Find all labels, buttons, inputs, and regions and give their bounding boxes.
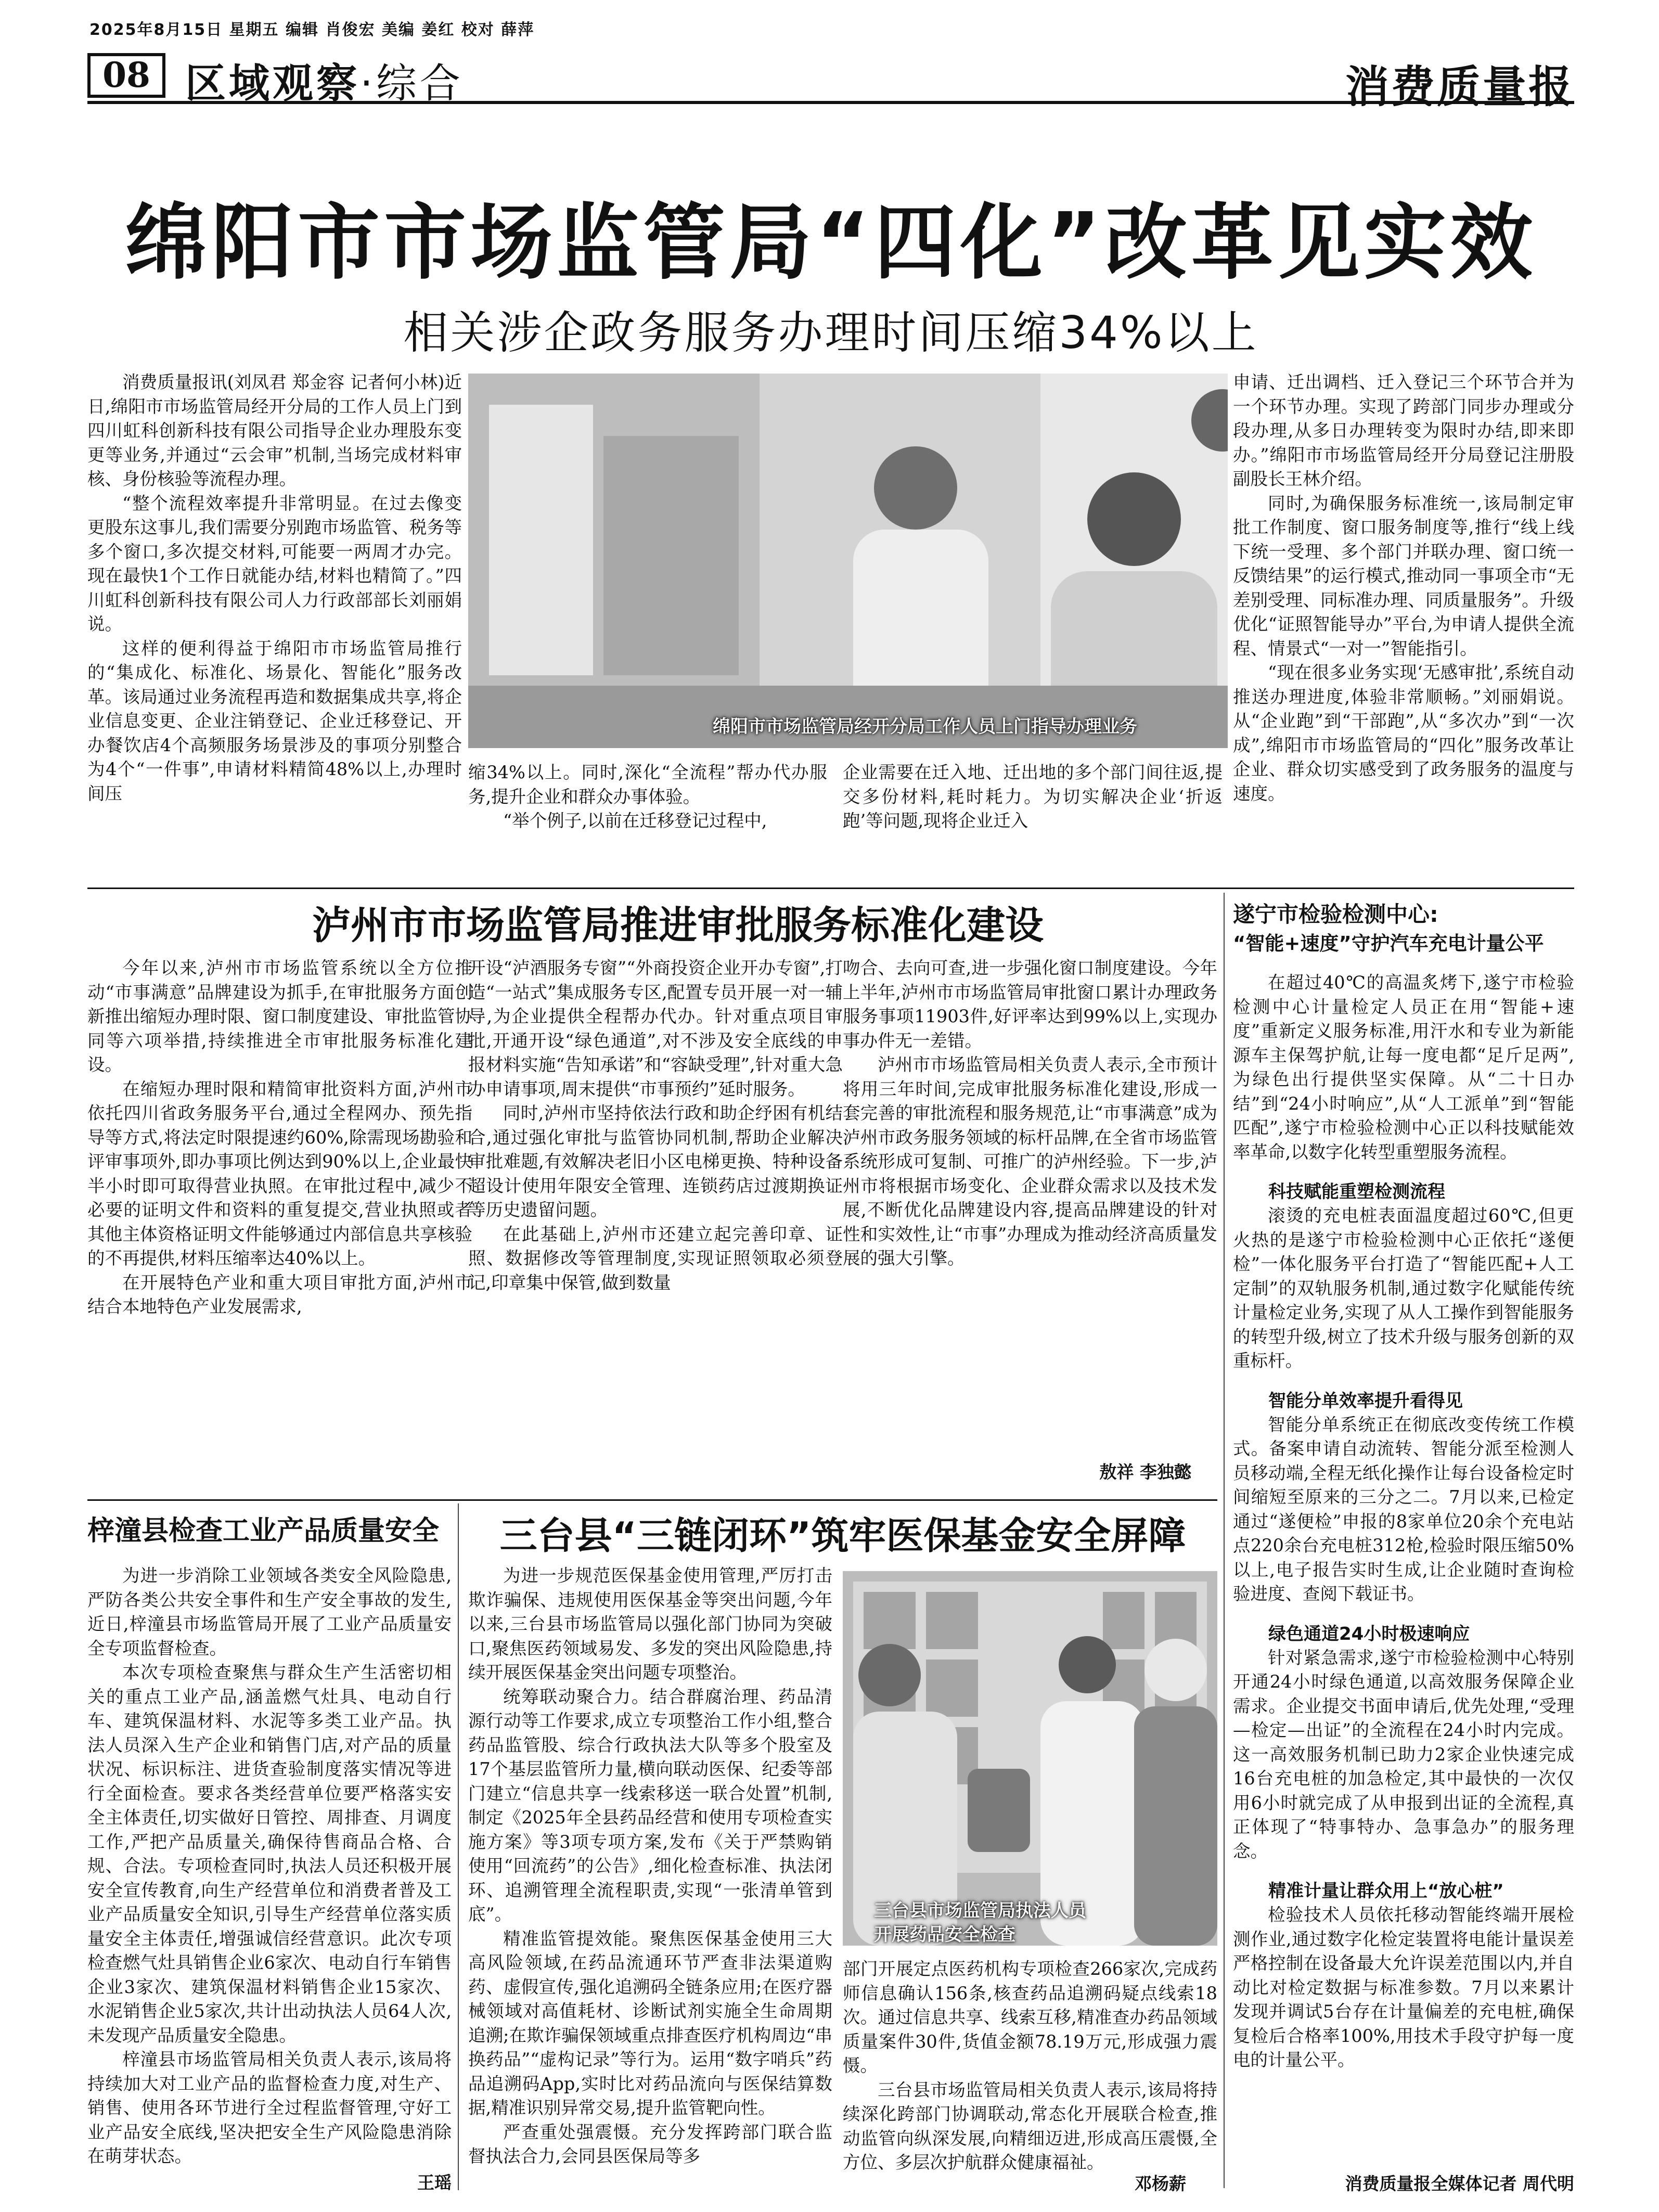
divider-rule (87, 1499, 1217, 1501)
photo-guidance-caption: 绵阳市市场监管局经开分局工作人员上门指导办理业务 (713, 716, 1137, 737)
article2-para: 在缩短办理时限和精简审批资料方面,泸州市依托四川省政务服务平台,通过全程网办、预先指导等方式,将法定时限提速约60%,除需现场勘验和评审事项外,即办事项比例达到90%以上,企业最快半小时即可取得营业执照。在审批过程中,减少不必要的证明文件和资料的重复提交,营业执照或者其他主体资格证明文件能够通过内部信息共享核验的不再提供,材料压缩率达40%以上。 (87, 1078, 472, 1268)
article1-para: “现在很多业务实现‘无感审批’,系统自动推送办理进度,体验非常顺畅。”刘丽娟说。从“企业跑”到“干部跑”,从“多次办”到“一次成”,绵阳市市场监管局的“四化”服务改革让企业、群众切实感受到了政务服务的温度与速度。 (1233, 662, 1574, 804)
photo-drug-inspection-illustration (843, 1571, 1217, 1946)
article2-para: 泸州市市场监管局相关负责人表示,全市预计将用三年时间,完成审批服务标准化建设,形成一套完善的审批流程和服务规范,让“市事满意”成为泸州市政务服务领域的标杆品牌,在全省市场监管系统形成可复制、可推广的泸州经验。下一步,泸州市将根据市场变化、企业群众需求以及技术发展,不断优化品牌建设内容,提高品牌建设的针对性和实效性,让“市事”办理成为推动经济高质量发展的强大引擎。 (843, 1054, 1217, 1268)
column-name-sub: ·综合 (360, 60, 464, 107)
article2-column3 (843, 956, 1217, 1456)
article3-title (1233, 900, 1574, 958)
article1-para: 消费质量报讯(刘凤君 郑金容 记者何小林)近日,绵阳市市场监管局经开分局的工作人员上门到四川虹科创新科技有限公司指导企业办理股东变更等业务,并通过“云会审”机制,当场完成材料审核、身份核验等流程办理。 (87, 372, 462, 489)
article2-column1 (87, 956, 472, 1476)
article2-column2 (468, 956, 843, 1476)
article5-para: 部门开展定点医药机构专项检查266家次,完成药师信息确认156条,核查药品追溯码疑点线索18次。通过信息共享、线索互移,精准查办药品领域质量案件30件,货值金额78.19万元,形成强力震慑。 (843, 1959, 1217, 2076)
column-divider (458, 1503, 459, 2190)
article4-title: 梓潼县检查工业产品质量安全 (87, 1515, 440, 1547)
article4-body (87, 1564, 452, 2172)
article5-column2 (843, 1957, 1217, 2176)
article2-para: 在此基础上,泸州市还建立起完善印章、证照、数据修改等管理制度,实现证照领取必须登记,印章集中保管,做到数量 (468, 1224, 843, 1293)
article3-body (1233, 971, 1574, 2183)
article4-para: 梓潼县市场监管局相关负责人表示,该局将持续加大对工业产品的监督检查力度,对生产、销售、使用各环节进行全过程监督管理,守好工业产品安全底线,坚决把安全生产风险隐患消除在萌芽状态。 (87, 2049, 452, 2166)
article1-para: 申请、迁出调档、迁入登记三个环节合并为一个环节办理。实现了跨部门同步办理或分段办理,从多日办理转变为限时办结,即来即办。”绵阳市市场监管局经开分局登记注册股副股长王林介绍。 (1233, 372, 1574, 489)
article2-para: 吻合、去向可查,进一步强化窗口制度建设。今年上半年,泸州市市场监管局审批窗口累计办理政务服务事项11903件,好评率达到99%以上,实现办事办件无一差错。 (843, 958, 1217, 1051)
article5-para: 为进一步规范医保基金使用管理,严厉打击欺诈骗保、违规使用医保基金等突出问题,今年以来,三台县市场监管局以强化部门协同为突破口,聚焦医药领域易发、多发的突出风险隐患,持续开展医保基金突出问题专项整治。 (468, 1565, 832, 1682)
article1-column1 (87, 370, 462, 930)
article5-para: 严查重处强震慑。充分发挥跨部门联合监督执法合力,会同县医保局等多 (468, 2121, 832, 2166)
article4-byline: 王瑶 (417, 2172, 452, 2193)
article2-para: 在开展特色产业和重大项目审批方面,泸州市结合本地特色产业发展需求, (87, 1272, 472, 1317)
article2-para: 今年以来,泸州市市场监管系统以全方位推动“市事满意”品牌建设为抓手,在审批服务方面创新推出缩短办理时限、窗口制度建设、审批监管协同等六项举措,持续推进全市审批服务标准化建设。 (87, 958, 472, 1075)
article5-para: 三台县市场监管局相关负责人表示,该局将持续深化跨部门协调联动,常态化开展联合检查,推动监管向纵深发展,向精细迈进,形成高压震慑,全方位、多层次护航群众健康福祉。 (843, 2079, 1217, 2172)
masthead (87, 48, 1574, 112)
article4-para: 为进一步消除工业领域各类安全风险隐患,严防各类公共安全事件和生产安全事故的发生,近日,梓潼县市场监管局开展了工业产品质量安全专项监督检查。 (87, 1565, 452, 1658)
article5-title: 三台县“三链闭环”筑牢医保基金安全屏障 (499, 1514, 1186, 1558)
article4-para: 本次专项检查聚焦与群众生产生活密切相关的重点工业产品,涵盖燃气灶具、电动自行车、建筑保温材料、水泥等多类工业产品。执法人员深入生产企业和销售门店,对产品的质量状况、标识标注、进货查验制度落实情况等进行全面检查。要求各类经营单位要严格落实安全主体责任,切实做好日管控、周排查、月调度工作,严把产品质量关,确保待售商品合格、合规、合法。专项检查同时,执法人员还积极开展安全宣传教育,向生产经营单位和消费者普及工业产品质量安全知识,引导生产经营单位落实质量安全主体责任,增强诚信经营意识。此次专项检查燃气灶具销售企业6家次、电动自行车销售企业3家次、建筑保温材料销售企业15家次、水泥销售企业5家次,共计出动执法人员64人次,未发现产品质量安全隐患。 (87, 1662, 452, 2046)
photo-guidance-illustration (468, 374, 1228, 748)
article3-para: 滚烫的充电桩表面温度超过60℃,但更火热的是遂宁市检验检测中心正依托“遂便检”一体化服务平台打造了“智能匹配+人工定制”的双轨服务机制,通过数字化赋能传统计量检定业务,实现了从人工操作到智能服务的转型升级,树立了技术升级与服务创新的双重标杆。 (1233, 1205, 1574, 1371)
article1-para: 同时,为确保服务标准统一,该局制定审批工作制度、窗口服务制度等,推行“线上线下统一受理、多个部门并联办理、窗口统一反馈结果”的运行模式,推动同一事项全市“无差别受理、同标准办理、同质量服务”。升级优化“证照智能导办”平台,为申请人提供全流程、情景式“一对一”智能指引。 (1233, 493, 1574, 659)
newspaper-brand: 消费质量报 (1345, 61, 1574, 112)
divider-rule (87, 888, 1574, 889)
article3-byline: 消费质量报全媒体记者 周代明 (1345, 2174, 1574, 2194)
article5-column1 (468, 1564, 832, 2193)
article5-para: 精准监管提效能。聚焦医保基金使用三大高风险领域,在药品流通环节严查非法渠道购药、虚假宣传,强化追溯码全链条应用;在医疗器械领域对高值耗材、诊断试剂实施全生命周期追溯;在欺诈骗保领域重点排查医疗机构周边“串换药品”“虚构记录”等行为。运用“数字哨兵”药品追溯码App,实时比对药品流向与医保结算数据,精准识别异常交易,提升监管靶向性。 (468, 1928, 832, 2118)
article1-para: “整个流程效率提升非常明显。在过去像变更股东这事儿,我们需要分别跑市场监管、税务等多个窗口,多次提交材料,可能要一两周才办完。现在最快1个工作日就能办结,材料也精简了。”四川虹科创新科技有限公司人力行政部部长刘丽娟说。 (87, 493, 462, 634)
article1-para: 缩34%以上。同时,深化“全流程”帮办代办服务,提升企业和群众办事体验。 (468, 762, 827, 807)
column-name (185, 51, 464, 109)
column-name-main: 区域观察 (185, 60, 361, 107)
article1-column4 (1233, 370, 1574, 932)
article3-title-line2: “智能+速度”守护汽车充电计量公平 (1233, 932, 1544, 955)
page-meta-line: 2025年8月15日 星期五 编辑 肖俊宏 美编 姜红 校对 薛萍 (89, 21, 535, 39)
article2-para: 同时,泸州市坚持依法行政和助企纾困有机结合,通过强化审批与监管协同机制,帮助企业解决审批难题,有效解决老旧小区电梯更换、特种设备超设计使用年限安全管理、连锁药店过渡期换证等历史遗留问题。 (468, 1103, 843, 1220)
article1-para: 企业需要在迁入地、迁出地的多个部门间往返,提交多份材料,耗时耗力。为切实解决企业‘折返跑’等问题,现将企业迁入 (843, 762, 1223, 831)
page-number: 08 (87, 53, 165, 98)
article3-subhead-precision: 精准计量让群众用上“放心桩” (1268, 1881, 1504, 1901)
main-subheadline: 相关涉企政务服务办理时间压缩34%以上 (403, 307, 1258, 359)
article1-para: 这样的便利得益于绵阳市市场监管局推行的“集成化、标准化、场景化、智能化”服务改革。该局通过业务流程再造和数据集成共享,将企业信息变更、企业注销登记、企业迁移登记、开办餐饮店4个高频服务场景涉及的事项分别整合为4个“一件事”,申请材料精简48%以上,办理时间压 (87, 638, 462, 804)
article3-para: 检验技术人员依托移动智能终端开展检测作业,通过数字化检定装置将电能计量误差严格控制在设备最大允许误差范围以内,并自动比对检定数据与标准参数。7月以来累计发现并调试5台存在计量偏差的充电桩,确保复检后合格率100%,用技术手段守护每一度电的计量公平。 (1233, 1905, 1574, 2070)
article3-para: 针对紧急需求,遂宁市检验检测中心特别开通24小时绿色通道,以高效服务保障企业需求。企业提交书面申请后,优先处理,“受理—检定—出证”的全流程在24小时内完成。这一高效服务机制已助力2家企业快速完成16台充电桩的加急检定,其中最快的一次仅用6小时就完成了从申报到出证的全流程,真正体现了“特事特办、急事急办”的服务理念。 (1233, 1647, 1574, 1861)
main-headline: 绵阳市市场监管局“四化”改革见实效 (125, 195, 1537, 291)
article2-byline: 敖祥 李独懿 (1099, 1462, 1191, 1482)
article5-para: 统筹联动聚合力。结合群腐治理、药品清源行动等工作要求,成立专项整治工作小组,整合药品监管股、综合行政执法大队等多个股室及17个基层监管所力量,横向联动医保、纪委等部门建立“信息共享一线索移送一联合处置”机制,制定《2025年全县药品经营和使用专项检查实施方案》等3项专项方案,发布《关于严禁购销使用“回流药”的公告》,细化检查标准、执法闭环、追溯管理全流程职责,实现“一张清单管到底”。 (468, 1686, 832, 1924)
article1-para: “举个例子,以前在迁移登记过程中, (503, 811, 767, 831)
article2-title: 泸州市市场监管局推进审批服务标准化建设 (312, 903, 1044, 948)
photo-drug-inspection (843, 1571, 1217, 1946)
photo-drug-inspection-caption-line1: 三台县市场监管局执法人员 (874, 1900, 1086, 1921)
article3-para: 智能分单系统正在彻底改变传统工作模式。备案申请自动流转、智能分派至检测人员移动端,全程无纸化操作让每台设备检定时间缩短至原来的三分之二。7月以来,已检定通过“遂便检”申报的8家单位20余个充电站点220余台充电桩312枪,检验时限压缩50%以上,电子报告实时生成,让企业随时查询检验进度、查阅下载证书。 (1233, 1414, 1574, 1604)
article3-intro: 在超过40℃的高温炙烤下,遂宁市检验检测中心计量检定人员正在用“智能+速度”重新定义服务标准,用汗水和专业为新能源车主保驾护航,让每一度电都“足斤足两”,为绿色出行提供坚实保障。从“二十日办结”到“24小时响应”,从“人工派单”到“智能匹配”,遂宁市检验检测中心正以科技赋能效率革命,以数字化转型重塑服务流程。 (1233, 972, 1574, 1162)
photo-drug-inspection-caption-line2: 开展药品安全检查 (874, 1924, 1015, 1945)
article3-title-line1: 遂宁市检验检测中心: (1233, 902, 1438, 927)
article3-subhead-tech: 科技赋能重塑检测流程 (1268, 1181, 1445, 1202)
article5-byline: 邓杨薪 (1135, 2174, 1186, 2194)
column-divider (1224, 893, 1225, 2188)
article3-subhead-dispatch: 智能分单效率提升看得见 (1268, 1390, 1463, 1411)
article2-para: 开设“泸酒服务专窗”“外商投资企业开办专窗”,打造“一站式”集成服务专区,配置专员开展一对一辅导,为企业提供全程帮办代办。针对重点项目审批,开通开设“绿色通道”,对不涉及安全底线的申报材料实施“告知承诺”和“容缺受理”,针对重大急办申请事项,周末提供“市事预约”延时服务。 (468, 958, 843, 1099)
photo-guidance (468, 374, 1228, 748)
article3-subhead-green-channel: 绿色通道24小时极速响应 (1268, 1623, 1470, 1644)
